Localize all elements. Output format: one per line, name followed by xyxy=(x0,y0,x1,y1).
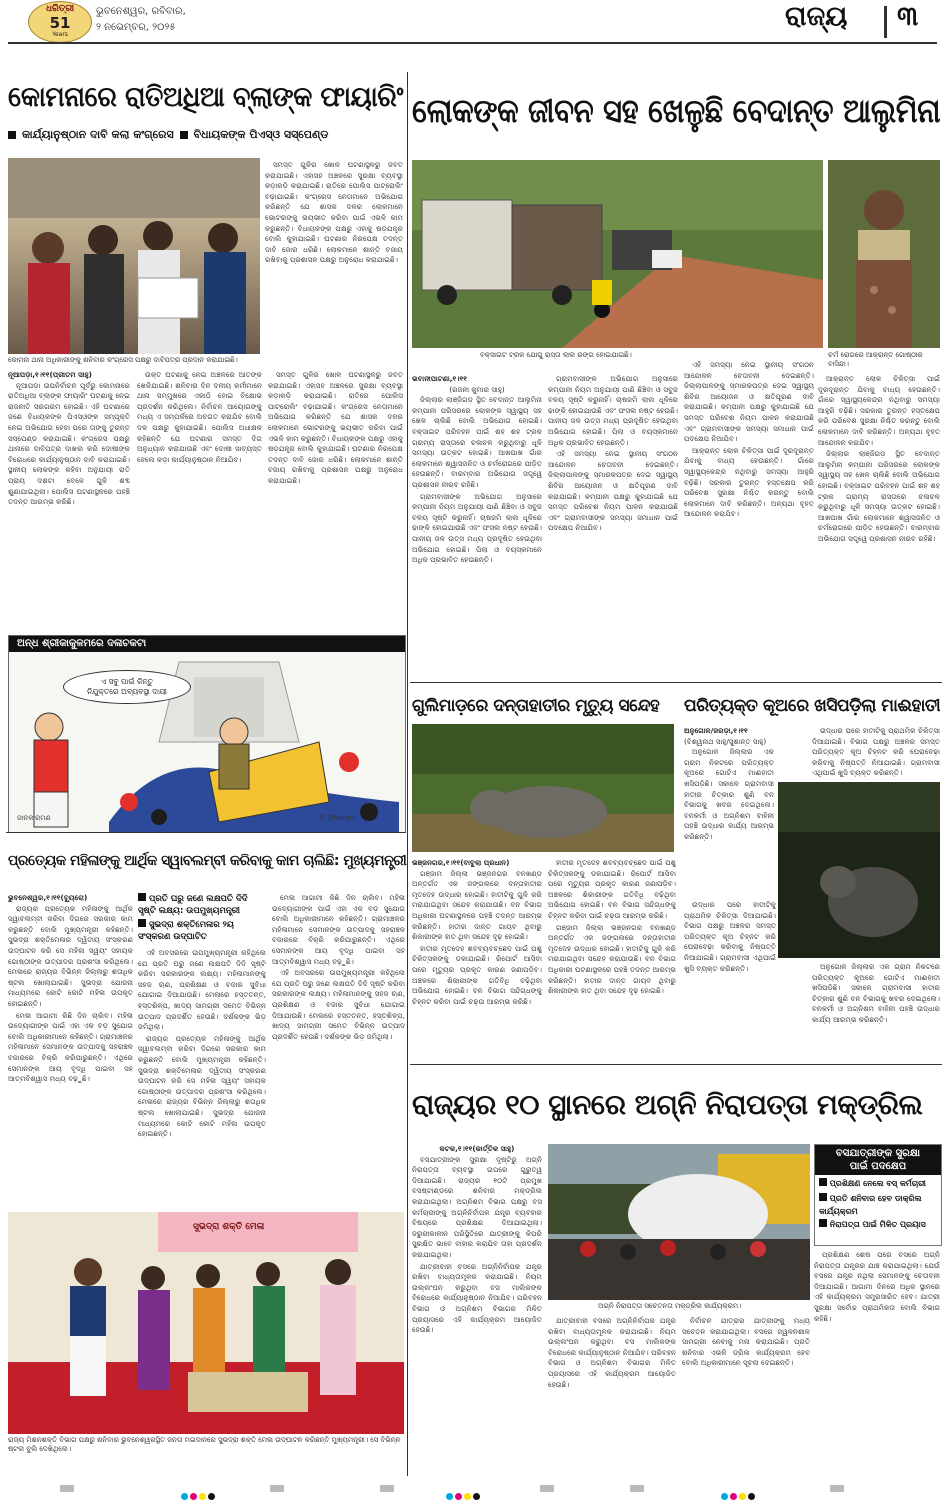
story5-headline: ପ୍ରତ୍ୟେକ ମହିଳାଙ୍କୁ ଆର୍ଥିକ ସ୍ୱାବଲମ୍ବୀ କରିବାକୁ କାମ ଚାଲିଛି: ମୁଖ୍ୟମନ୍ତ୍ରୀ xyxy=(8,853,407,869)
story1-column3 xyxy=(265,160,403,360)
story2-column2 xyxy=(548,374,678,674)
masthead-city-day: ଭୁବନେଶ୍ୱର, ରବିବାର, xyxy=(96,6,186,17)
square-bullet-icon xyxy=(138,893,146,901)
story6-box-title1: ବସଯାତ୍ରୀଙ୍କ ସୁରକ୍ଷା xyxy=(835,1148,921,1159)
story5-column3 xyxy=(272,893,405,1211)
story6-col4-text: ପ୍ରଶିକ୍ଷଣ ଶେଷ ପରେ ବସରେ ଅଗ୍ନି ନିରାପତ୍ତା ଯନ୍ତ୍ରର ଯାଞ୍ଚ କରାଯାଇଥିଲା। ଯେଉଁ ବସରେ ଯନ୍ତ୍ର ନଥିଲା ସେମାନଙ୍କୁ ଚେତାବନୀ ଦିଆଯାଇଛି। ଆଗାମୀ ଦିନରେ ଅଧିକ ସ୍ଥାନରେ ଏହି କାର୍ଯ୍ୟକ୍ରମ ସମ୍ପ୍ରସାରିତ ହେବ। ଯାତ୍ରୀ ସୁରକ୍ଷା ସର୍ବୋଚ୍ଚ ପ୍ରାଥମିକତା ବୋଲି ବିଭାଗ କହିଛି। xyxy=(814,1250,940,1323)
people-protest-photo xyxy=(8,158,260,354)
story4-headline: ପରିତ୍ୟକ୍ତ କୂଅରେ ଖସିପଡ଼ିଲା ମାଈହାତୀ xyxy=(684,696,940,716)
story6-column2 xyxy=(548,1316,676,1474)
elephant-in-well-photo xyxy=(778,782,940,958)
story5-col1b-text: ମେଳା ଆଗାମୀ କିଛି ଦିନ ଚାଲିବ। ମହିଳା ଉଦ୍ୟୋଗୀଙ୍କ ପାଇଁ ଏହା ଏକ ବଡ଼ ସୁଯୋଗ ବୋଲି ଅଧିକାରୀମାନେ କହିଛନ୍ତି। ଗ୍ରାମାଞ୍ଚଳର ମହିଳାମାନେ ସେମାନଙ୍କ ଉତ୍ପାଦକୁ ସହରାଞ୍ଚଳ ବଜାରରେ ବିକ୍ରି କରିପାରୁଛନ୍ତି। ଏଥିରେ ସେମାନଙ୍କ ଆୟ ବୃଦ୍ଧି ପାଇବା ସହ ଆତ୍ମବିଶ୍ୱାସ ମଧ୍ୟ ବଢ଼ୁଛି। xyxy=(8,1010,133,1084)
story1-col3-text: ସମସ୍ତ ଗୁଳିର ଖୋଳ ଘଟଣାସ୍ଥଳରୁ ଜବତ କରାଯାଇଛି। ଏହାସହ ଅଞ୍ଚଳରେ ସୁରକ୍ଷା ବ୍ୟବସ୍ଥା କଡ଼ାକଡ଼ି କରାଯାଇଛି। ରାତିରେ ପୋଲିସ ପାଟ୍ରୋଲିଂ ବଢ଼ାଯାଇଛି। କଂଗ୍ରେସ ନେତାମାନେ ଅଭିଯୋଗ କରିଛନ୍ତି ଯେ ଶାସକ ଦଳର ଲୋକମାନେ ଭୋଟରଙ୍କୁ ଭୟଭୀତ କରିବା ପାଇଁ ଏଭଳି କାମ କରୁଛନ୍ତି। ବିଧାୟକଙ୍କ ପକ୍ଷରୁ ଏହାକୁ ଷଡ଼ଯନ୍ତ୍ର ବୋଲି କୁହାଯାଇଛି। ଘଟଣାର ନିରପେକ୍ଷ ତଦନ୍ତ ଦାବି ଜୋର ଧରିଛି। ଲୋକମାନେ ଶାନ୍ତି ବଜାୟ ରଖିବାକୁ ପ୍ରଶାସନ ପକ୍ଷରୁ ଅନୁରୋଧ କରାଯାଇଛି। xyxy=(265,160,403,265)
registration-swatch xyxy=(830,1485,844,1492)
cartoon-title: ଅନ୍ଧ ଶ୍ରୀକାକୁଳମରେ ଦଳାଚକଟା xyxy=(9,636,406,652)
story1-caption: କୋମନା ଥାନା ଅଧିକାରୀଙ୍କୁ ଶନିବାର କଂଗ୍ରେସ ପକ୍ଷରୁ ଦାବିପତ୍ର ପ୍ରଦାନ କରାଯାଇଛି। xyxy=(8,356,238,364)
square-bullet-icon xyxy=(819,1178,827,1186)
registration-swatch xyxy=(60,1485,74,1492)
story6-column1 xyxy=(412,1144,542,1474)
story2-column4 xyxy=(818,374,940,674)
story6-box-item xyxy=(815,1175,941,1192)
page-number: ୩ xyxy=(897,1,919,32)
story4-column2 xyxy=(812,726,940,778)
shakti-mela-photo xyxy=(8,1212,404,1434)
story1-headline: କୋମନାରେ ରାତିଅଧିଆ ବ୍ଲାଙ୍କ ଫାୟାରିଂ xyxy=(8,80,403,113)
story3-col1b-text: ହାତୀର ମୃତଦେହ ଶବବ୍ୟବଚ୍ଛେଦ ପାଇଁ ପଶୁ ଚିକିତ୍ସକଙ୍କୁ ଡକାଯାଇଛି। ରିପୋର୍ଟ ଆସିବା ପରେ ମୃତ୍ୟୁର ପ୍ରକୃତ କାରଣ ଜଣାପଡ଼ିବ। ଅଞ୍ଚଳରେ ଶିକାରୀଙ୍କ ଗତିବିଧି ବଢ଼ିଥିବା ଅଭିଯୋଗ ହୋଇଛି। ବନ ବିଭାଗ ସନ୍ଦିଗ୍ଧଙ୍କୁ ଚିହ୍ନଟ କରିବା ପାଇଁ ଚଢ଼ଉ ଆରମ୍ଭ କରିଛି। xyxy=(412,943,542,1006)
story5-banner: ସୁଭଦ୍ରା ଶକ୍ତି ମେଳା xyxy=(193,1222,265,1232)
square-bullet-icon xyxy=(180,131,188,139)
cmyk-dots xyxy=(720,1485,756,1504)
square-bullet-icon xyxy=(138,919,146,927)
cartoon-credit: © Dharitri xyxy=(319,814,355,822)
story5-column2 xyxy=(138,948,266,1211)
cartoon-artist: ଜାନକୀରମଣ xyxy=(17,814,51,822)
square-bullet-icon xyxy=(819,1193,827,1201)
masthead-date: ୨ ନଭେମ୍ବର, ୨୦୨୫ xyxy=(96,22,176,33)
story1-col1-text: ନୂଆପଡ଼ା ଉପନିର୍ବାଚନ ପୂର୍ବରୁ କୋମନାରେ ରାତିଅଧିଆ ବ୍ଲାଙ୍କ ଫାୟାରିଂ ଘଟଣାକୁ ନେଇ ରାଜନୀତି ସରଗରମ ହୋଇଛି। ଏହି ଘଟଣାରେ ଜଣେ ବିଧାୟକଙ୍କ ପିଏସ୍‌ଓଙ୍କ ସମ୍ପୃକ୍ତି ନେଇ ଅଭିଯୋଗ ହେବା ପରେ ତାଙ୍କୁ ତୁରନ୍ତ ସସ୍‌ପେଣ୍ଡ କରାଯାଇଛି। କଂଗ୍ରେସ ପକ୍ଷରୁ ଥାନାରେ ଦାବିପତ୍ର ଦାଖଲ କରି ଦୋଷୀଙ୍କ ବିରୋଧରେ କାର୍ଯ୍ୟାନୁଷ୍ଠାନ ଦାବି କରାଯାଇଛି। ସ୍ଥାନୀୟ ଲୋକଙ୍କ କହିବା ଅନୁଯାୟୀ ରାତି ପ୍ରାୟ ଦଶଟା ବେଳେ ଗୁଳି ଶବ୍ଦ ଶୁଣାଯାଇଥିଲା। ପୋଲିସ ଘଟଣାସ୍ଥଳରେ ପହଞ୍ଚି ତଦନ୍ତ ଆରମ୍ଭ କରିଛି। xyxy=(8,380,130,507)
story4-col2-text: ଉଦ୍ଧାର ପରେ ହାତୀଟିକୁ ପ୍ରାଥମିକ ଚିକିତ୍ସା ଦିଆଯାଇଛି। ବିଭାଗ ପକ୍ଷରୁ ଅଞ୍ଚଳର ସମସ୍ତ ପରିତ୍ୟକ୍ତ କୂଅ ଚିହ୍ନଟ କରି ଘେରାବେଢ଼ା କରିବାକୁ ନିଷ୍ପତ୍ତି ନିଆଯାଇଛି। ଗ୍ରାମବାସୀ ଏଥିପାଇଁ ଖୁସି ବ୍ୟକ୍ତ କରିଛନ୍ତି। xyxy=(812,726,940,778)
story6-col3-text: ନିର୍ବାଚନ ଯାତ୍ରାର ଯାତ୍ରୀଙ୍କୁ ମଧ୍ୟ ସଚେତନ କରାଯାଇଥିଲା। ବସରେ ଜ୍ୱଳନଶୀଳ ସାମଗ୍ରୀ ନେବାକୁ ମନା କରାଯାଇଛି। ପ୍ରତି ଶନିବାର ଏଭଳି ଡ୍ରିଲ କାର୍ଯ୍ୟକ୍ରମ ହେବ ବୋଲି ଅଧିକାରୀମାନେ ସୂଚନା ଦେଇଛନ୍ତି। xyxy=(682,1316,810,1368)
story6-box-item xyxy=(815,1218,941,1231)
story4-byline: (ବିଶ୍ୱନାଥ ସାହୁ/ସୁଶାନ୍ତ ସାହୁ) xyxy=(684,736,767,746)
story6-box-item-text: ପ୍ରଶିକ୍ଷଣ ନେଲେ ବସ୍ କର୍ମଚାରୀ xyxy=(829,1179,926,1188)
story5-bullet1 xyxy=(138,893,268,917)
story1-column3b xyxy=(268,370,403,628)
story2-byline: (ରଜନୀ କୁମାର ସାହୁ) xyxy=(449,384,505,394)
story2-col2-text: ଗ୍ରାମବାସୀଙ୍କ ଅଭିଯୋଗ ଅନୁସାରେ କମ୍ପାନୀ ନିୟମ ଅନୁଯାୟୀ ପାଣି ଛିଞ୍ଚିବା ଓ ସବୁଜ ବଳୟ ସୃଷ୍ଟି କରୁନାହିଁ। ଚାଷଜମି ଲାଲ ଧୂଳିରେ ଢାଙ୍କି ହୋଇଯାଉଛି ଏବଂ ଫସଲ ନଷ୍ଟ ହେଉଛି। ପାନୀୟ ଜଳ ଉତ୍ସ ମଧ୍ୟ ପ୍ରଦୂଷିତ ହେଉଥିବା ଅଭିଯୋଗ ହୋଇଛି। ପିଲା ଓ ବୟସ୍କମାନେ ଅଧିକ ପ୍ରଭାବିତ ହେଉଛନ୍ତି। xyxy=(548,374,678,447)
cartoon-box xyxy=(8,635,406,833)
story2-photo-trucks xyxy=(412,160,823,348)
story5-col2-text: ଏହି ଅବସରରେ ଉପମୁଖ୍ୟମନ୍ତ୍ରୀ କହିଥିଲେ ଯେ ପ୍ରତି ଘରୁ ଜଣେ ଲକ୍ଷପତି ଦିଦି ସୃଷ୍ଟି କରିବା ସରକାରଙ୍କ ଲକ୍ଷ୍ୟ। ମହିଳାମାନଙ୍କୁ ସହଜ ଋଣ, ପ୍ରଶିକ୍ଷଣ ଓ ବଜାର ସୁବିଧା ଯୋଗାଇ ଦିଆଯାଉଛି। ମେଳାରେ ହସ୍ତତନ୍ତ, ହସ୍ତଶିଳ୍ପ, ଖାଦ୍ୟ ସାମଗ୍ରୀ ସମେତ ବିଭିନ୍ନ ଉତ୍ପାଦ ପ୍ରଦର୍ଶିତ ହେଉଛି। ଦର୍ଶକଙ୍କ ଭିଡ଼ ଜମିଥିଲା। xyxy=(138,948,266,1032)
registration-swatch xyxy=(270,1485,284,1492)
story6-box-item xyxy=(815,1192,941,1218)
masthead-rule xyxy=(8,42,937,44)
story5-photo xyxy=(8,1212,404,1434)
story5-column1 xyxy=(8,893,133,1211)
story1-col2-text: ଉକ୍ତ ଘଟଣାକୁ ନେଇ ଅଞ୍ଚଳରେ ଆତଙ୍କ ଖେଳିଯାଇଛି। ଶନିବାର ଦିନ ଦଳୀୟ କର୍ମୀମାନେ ଥାନା ସମ୍ମୁଖରେ ଏକାଠି ହୋଇ ବିକ୍ଷୋଭ ପ୍ରଦର୍ଶନ କରିଥିଲେ। ନିର୍ବାଚନ ଆୟୋଗଙ୍କୁ ମଧ୍ୟ ଏ ସମ୍ପର୍କରେ ଅବଗତ କରାଯିବ ବୋଲି ଦଳ ପକ୍ଷରୁ କୁହାଯାଇଛି। ପୋଲିସ ଅଧୀକ୍ଷକ କହିଛନ୍ତି ଯେ ଘଟଣାର ସମସ୍ତ ଦିଗ ଅନୁଧ୍ୟାନ କରାଯାଉଛି ଏବଂ ଦୋଷୀ ସାବ୍ୟସ୍ତ ହେଲେ କଡ଼ା କାର୍ଯ୍ୟାନୁଷ୍ଠାନ ନିଆଯିବ। xyxy=(137,370,262,464)
story1-column1 xyxy=(8,370,130,628)
footer-marks xyxy=(0,1480,945,1498)
anniversary-unit: Years xyxy=(52,31,68,38)
story5-col1-text: ରାଜ୍ୟର ପ୍ରତ୍ୟେକ ମହିଳାଙ୍କୁ ଆର୍ଥିକ ସ୍ୱାବଲମ୍ବୀ କରିବା ଦିଗରେ ସରକାର କାମ କରୁଛନ୍ତି ବୋଲି ମୁଖ୍ୟମନ୍ତ୍ରୀ କହିଛନ୍ତି। ସୁଭଦ୍ରା ଶକ୍ତିମେଳାର ଦ୍ୱିତୀୟ ସଂସ୍କରଣ ଉଦ୍‌ଘାଟନ କରି ସେ ମହିଳା ସ୍ୱୟଂ ସହାୟକ ଗୋଷ୍ଠୀଙ୍କ ଉତ୍ପାଦର ପ୍ରଶଂସା କରିଥିଲେ। ମେଳାରେ ରାଜ୍ୟର ବିଭିନ୍ନ ଜିଲ୍ଲାରୁ ଶତାଧିକ ଷ୍ଟଲ ଖୋଲାଯାଇଛି। ସୁଭଦ୍ରା ଯୋଜନା ମାଧ୍ୟମରେ କୋଟି କୋଟି ମହିଳା ଉପକୃତ ହୋଇଛନ୍ତି। xyxy=(8,903,133,1008)
square-bullet-icon xyxy=(8,131,16,139)
story6-box-title2: ପାଇଁ ପଦକ୍ଷେପ xyxy=(849,1161,907,1172)
registration-swatch xyxy=(630,1485,644,1492)
story4-column1 xyxy=(684,726,774,898)
story5-bullet1-text: ପ୍ରତି ଘରୁ ଜଣେ ଲକ୍ଷପତି ଦିଦି ସୃଷ୍ଟି ଲକ୍ଷ୍ୟ: ଉପମୁଖ୍ୟମନ୍ତ୍ରୀ xyxy=(138,894,248,916)
story2-column1 xyxy=(412,374,542,674)
story1-photo xyxy=(8,158,260,354)
cartoon-bubble-line1: ଏ ସବୁ ପାଇଁ କିନ୍ତୁ xyxy=(100,677,154,686)
story6-box-header xyxy=(815,1145,941,1175)
story3-dateline: ଭଞ୍ଜନଗର,୧।୧୧(ବାବୁଲା ପ୍ରଧାନ) xyxy=(412,858,510,867)
story4-col3-text: ଉଦ୍ଧାର ପରେ ହାତୀଟିକୁ ପ୍ରାଥମିକ ଚିକିତ୍ସା ଦିଆଯାଇଛି। ବିଭାଗ ପକ୍ଷରୁ ଅଞ୍ଚଳର ସମସ୍ତ ପରିତ୍ୟକ୍ତ କୂଅ ଚିହ୍ନଟ କରି ଘେରାବେଢ଼ା କରିବାକୁ ନିଷ୍ପତ୍ତି ନିଆଯାଇଛି। ଗ୍ରାମବାସୀ ଏଥିପାଇଁ ଖୁସି ବ୍ୟକ୍ତ କରିଛନ୍ତି। xyxy=(684,900,776,973)
story5-caption: ରାଜ୍ୟ ମିଶନଶକ୍ତି ବିଭାଗ ପକ୍ଷରୁ ଶନିବାର ଭୁବନେଶ୍ୱରସ୍ଥିତ ଜନତା ମଇଦାନରେ ସୁଭଦ୍ରା ଶକ୍ତି ମେଳା ଉଦ୍‌ଘାଟନ କରିଛନ୍ତି ମୁଖ୍ୟମନ୍ତ୍ରୀ। ସେ ବିଭିନ୍ନ ଷ୍ଟଲ ବୁଲି ଦେଖିଥିଲେ। xyxy=(8,1436,401,1453)
story2-dateline: ଭବାନୀପାଟଣା,୧।୧୧ xyxy=(412,374,467,383)
story5-bullet2-text: ସୁଭଦ୍ରା ଶକ୍ତିମେଳାର ୨ୟ ସଂସ୍କରଣ ଉଦ୍‌ଘାଟିତ xyxy=(138,920,234,942)
logo-text: ଧରିତ୍ରୀ xyxy=(45,4,75,14)
story6-col1b-text: ଯାତ୍ରୀବାହୀ ବସରେ ଅଗ୍ନିନିର୍ବାପକ ଯନ୍ତ୍ର ରଖିବା ବାଧ୍ୟତାମୂଳକ କରାଯାଇଛି। ନିୟମ ଉଲ୍ଲଂଘନ କରୁଥିବା ବସ ମାଲିକଙ୍କ ବିରୋଧରେ କାର୍ଯ୍ୟାନୁଷ୍ଠାନ ନିଆଯିବ। ପରିବହନ ବିଭାଗ ଓ ଅଗ୍ନିଶମ ବିଭାଗର ମିଳିତ ପ୍ରୟାସରେ ଏହି କାର୍ଯ୍ୟକ୍ରମ ଆୟୋଜିତ ହେଉଛି। xyxy=(412,1261,542,1335)
masthead xyxy=(0,0,945,44)
column-rule xyxy=(410,682,942,683)
story1-column2 xyxy=(137,370,262,628)
story2-col2b-text: ଏହି ସମସ୍ୟା ନେଇ ସ୍ଥାନୀୟ ସଂଗଠନ ଆନ୍ଦୋଳନ ଚେତାବନୀ ଦେଇଛନ୍ତି। ଜିଲ୍ଲାପାଳଙ୍କୁ ସ୍ମାରକପତ୍ର ଦେଇ ସ୍ୱାସ୍ଥ୍ୟ ଶିବିର ଆୟୋଜନ ଓ କ୍ଷତିପୂରଣ ଦାବି କରାଯାଇଛି। କମ୍ପାନୀ ପକ୍ଷରୁ କୁହାଯାଇଛି ଯେ ସମସ୍ତ ପରିବେଶ ନିୟମ ପାଳନ କରାଯାଉଛି ଏବଂ ଗ୍ରାମବାସୀଙ୍କ ସମସ୍ୟା ସମାଧାନ ପାଇଁ ପଦକ୍ଷେପ ନିଆଯିବ। xyxy=(548,449,678,533)
dead-elephant-photo xyxy=(412,724,674,852)
story2-photo-man xyxy=(828,160,940,348)
story6-col2-text: ଯାତ୍ରୀବାହୀ ବସରେ ଅଗ୍ନିନିର୍ବାପକ ଯନ୍ତ୍ର ରଖିବା ବାଧ୍ୟତାମୂଳକ କରାଯାଇଛି। ନିୟମ ଉଲ୍ଲଂଘନ କରୁଥିବା ବସ ମାଲିକଙ୍କ ବିରୋଧରେ କାର୍ଯ୍ୟାନୁଷ୍ଠାନ ନିଆଯିବ। ପରିବହନ ବିଭାଗ ଓ ଅଗ୍ନିଶମ ବିଭାଗର ମିଳିତ ପ୍ରୟାସରେ ଏହି କାର୍ଯ୍ୟକ୍ରମ ଆୟୋଜିତ ହେଉଛି। xyxy=(548,1316,676,1389)
masthead-divider xyxy=(884,6,887,38)
cmyk-dots xyxy=(445,1485,481,1504)
story1-sub1: କାର୍ଯ୍ୟାନୁଷ୍ଠାନ ଦାବି କଲା କଂଗ୍ରେସ xyxy=(22,128,174,141)
story2-col1-text: ଜିଲ୍ଲାର ଲାଞ୍ଜିଗଡ଼ ସ୍ଥିତ ବେଦାନ୍ତ ଆଲୁମିନା କମ୍ପାନୀ ପରିସରରେ ଲୋକଙ୍କ ସ୍ୱାସ୍ଥ୍ୟ ସହ ଖେଳ ଚାଲିଛି ବୋଲି ଅଭିଯୋଗ ହୋଇଛି। ବକ୍ସାଇଟ ପରିବହନ ପାଇଁ ଶହ ଶହ ଟ୍ରକ ଗ୍ରାମ୍ୟ ରାସ୍ତାରେ ଚଳାଚଳ କରୁଥିବାରୁ ଧୂଳି ସମସ୍ୟା ଉତ୍କଟ ହୋଇଛି। ଆଖପାଖ ଗାଁର ଲୋକମାନେ ଶ୍ୱାସଜନିତ ଓ ଚର୍ମରୋଗରେ ପୀଡ଼ିତ ହେଉଛନ୍ତି। ବାରମ୍ବାର ଅଭିଯୋଗ ସତ୍ତ୍ୱେ ପ୍ରଶାସନ ନୀରବ ରହିଛି। xyxy=(412,395,542,489)
story1-dateline: ନୂଆପଡ଼ା,୧।୧୧(ପ୍ରୀତମ ସାହୁ) xyxy=(8,370,92,379)
section-title: ରାଜ୍ୟ xyxy=(785,1,848,32)
story3-col1-text: ଗଞ୍ଜାମ ଜିଲ୍ଲା ଭଞ୍ଜନଗର ବନଖଣ୍ଡ ଅନ୍ତର୍ଗତ ଏକ ଜଙ୍ଗଲରେ ଦନ୍ତାହାତୀର ମୃତଦେହ ଉଦ୍ଧାର ହୋଇଛି। ହାତୀଟିକୁ ଗୁଳି କରି ମରାଯାଇଥିବା ସନ୍ଦେହ କରାଯାଉଛି। ବନ ବିଭାଗ ଅଧିକାରୀ ଘଟଣାସ୍ଥଳରେ ପହଞ୍ଚି ତଦନ୍ତ ଆରମ୍ଭ କରିଛନ୍ତି। ହାତୀର ଦାନ୍ତ ଗାୟବ ଥିବାରୁ ଶିକାରୀଙ୍କ ହାତ ଥିବା ସନ୍ଦେହ ଦୃଢ଼ ହୋଇଛି। xyxy=(412,868,542,942)
cartoon-speech-bubble xyxy=(63,670,191,704)
story2-col4b-text: ଜିଲ୍ଲାର ଲାଞ୍ଜିଗଡ଼ ସ୍ଥିତ ବେଦାନ୍ତ ଆଲୁମିନା କମ୍ପାନୀ ପରିସରରେ ଲୋକଙ୍କ ସ୍ୱାସ୍ଥ୍ୟ ସହ ଖେଳ ଚାଲିଛି ବୋଲି ଅଭିଯୋଗ ହୋଇଛି। ବକ୍ସାଇଟ ପରିବହନ ପାଇଁ ଶହ ଶହ ଟ୍ରକ ଗ୍ରାମ୍ୟ ରାସ୍ତାରେ ଚଳାଚଳ କରୁଥିବାରୁ ଧୂଳି ସମସ୍ୟା ଉତ୍କଟ ହୋଇଛି। ଆଖପାଖ ଗାଁର ଲୋକମାନେ ଶ୍ୱାସଜନିତ ଓ ଚର୍ମରୋଗରେ ପୀଡ଼ିତ ହେଉଛନ୍ତି। ବାରମ୍ବାର ଅଭିଯୋଗ ସତ୍ତ୍ୱେ ପ୍ରଶାସନ ନୀରବ ରହିଛି। xyxy=(818,449,940,543)
story6-box xyxy=(814,1144,942,1246)
column-rule xyxy=(410,1064,942,1065)
story5-col3-text: ମେଳା ଆଗାମୀ କିଛି ଦିନ ଚାଲିବ। ମହିଳା ଉଦ୍ୟୋଗୀଙ୍କ ପାଇଁ ଏହା ଏକ ବଡ଼ ସୁଯୋଗ ବୋଲି ଅଧିକାରୀମାନେ କହିଛନ୍ତି। ଗ୍ରାମାଞ୍ଚଳର ମହିଳାମାନେ ସେମାନଙ୍କ ଉତ୍ପାଦକୁ ସହରାଞ୍ଚଳ ବଜାରରେ ବିକ୍ରି କରିପାରୁଛନ୍ତି। ଏଥିରେ ସେମାନଙ୍କ ଆୟ ବୃଦ୍ଧି ପାଇବା ସହ ଆତ୍ମବିଶ୍ୱାସ ମଧ୍ୟ ବଢ଼ୁଛି। xyxy=(272,893,405,966)
story5-dateline: ଭୁବନେଶ୍ୱର,୧।୧୧(ବ୍ୟୁରୋ) xyxy=(8,893,88,902)
story2-col3b-text: ଆକ୍ରାନ୍ତ ଲୋକ ଚିକିତ୍ସା ପାଇଁ ଦୂରଦୂରାନ୍ତ ଯିବାକୁ ବାଧ୍ୟ ହେଉଛନ୍ତି। ଗାଁରେ ସ୍ୱାସ୍ଥ୍ୟକେନ୍ଦ୍ର ନଥିବାରୁ ସମସ୍ୟା ଆହୁରି ବଢ଼ିଛି। ସରକାର ତୁରନ୍ତ ହସ୍ତକ୍ଷେପ କରି ପରିବେଶ ସୁରକ୍ଷା ନିଶ୍ଚିତ କରନ୍ତୁ ବୋଲି ଲୋକମାନେ ଦାବି କରିଛନ୍ତି। ଅନ୍ୟଥା ବୃହତ୍ ଆନ୍ଦୋଳନ କରାଯିବ। xyxy=(684,445,814,519)
registration-swatch xyxy=(540,1485,554,1492)
story6-headline: ରାଜ୍ୟର ୧୦ ସ୍ଥାନରେ ଅଗ୍ନି ନିରାପତ୍ତା ମକ୍‌ଡ୍ରିଲ xyxy=(412,1088,923,1121)
story3-headline: ଗୁଲିମାଡ଼ରେ ଦନ୍ତାହାତୀର ମୃତ୍ୟୁ ସନ୍ଦେହ xyxy=(412,696,660,716)
story2-headline: ଲୋକଙ୍କ ଜୀବନ ସହ ଖେଳୁଛି ବେଦାନ୍ତ ଆଲୁମିନା xyxy=(412,91,941,130)
story2-col4-text: ଆକ୍ରାନ୍ତ ଲୋକ ଚିକିତ୍ସା ପାଇଁ ଦୂରଦୂରାନ୍ତ ଯିବାକୁ ବାଧ୍ୟ ହେଉଛନ୍ତି। ଗାଁରେ ସ୍ୱାସ୍ଥ୍ୟକେନ୍ଦ୍ର ନଥିବାରୁ ସମସ୍ୟା ଆହୁରି ବଢ଼ିଛି। ସରକାର ତୁରନ୍ତ ହସ୍ତକ୍ଷେପ କରି ପରିବେଶ ସୁରକ୍ଷା ନିଶ୍ଚିତ କରନ୍ତୁ ବୋଲି ଲୋକମାନେ ଦାବି କରିଛନ୍ତି। ଅନ୍ୟଥା ବୃହତ୍ ଆନ୍ଦୋଳନ କରାଯିବ। xyxy=(818,374,940,447)
story6-photo xyxy=(548,1144,810,1300)
story4-col1-text: ଅନୁଗୋଳ ଜିଲ୍ଲାର ଏକ ଗ୍ରାମ ନିକଟରେ ପରିତ୍ୟକ୍ତ କୂଅରେ ଗୋଟିଏ ମାଈହାତୀ ଖସିପଡ଼ିଛି। ସକାଳେ ଗ୍ରାମବାସୀ ହାତୀର ଚିତ୍କାର ଶୁଣି ବନ ବିଭାଗକୁ ଖବର ଦେଇଥିଲେ। ବନକର୍ମୀ ଓ ଅଗ୍ନିଶମ ବାହିନୀ ପହଞ୍ଚି ଉଦ୍ଧାର କାର୍ଯ୍ୟ ଆରମ୍ଭ କରିଛନ୍ତି। xyxy=(684,747,774,841)
story1-col3b-text: ସମସ୍ତ ଗୁଳିର ଖୋଳ ଘଟଣାସ୍ଥଳରୁ ଜବତ କରାଯାଇଛି। ଏହାସହ ଅଞ୍ଚଳରେ ସୁରକ୍ଷା ବ୍ୟବସ୍ଥା କଡ଼ାକଡ଼ି କରାଯାଇଛି। ରାତିରେ ପୋଲିସ ପାଟ୍ରୋଲିଂ ବଢ଼ାଯାଇଛି। କଂଗ୍ରେସ ନେତାମାନେ ଅଭିଯୋଗ କରିଛନ୍ତି ଯେ ଶାସକ ଦଳର ଲୋକମାନେ ଭୋଟରଙ୍କୁ ଭୟଭୀତ କରିବା ପାଇଁ ଏଭଳି କାମ କରୁଛନ୍ତି। ବିଧାୟକଙ୍କ ପକ୍ଷରୁ ଏହାକୁ ଷଡ଼ଯନ୍ତ୍ର ବୋଲି କୁହାଯାଇଛି। ଘଟଣାର ନିରପେକ୍ଷ ତଦନ୍ତ ଦାବି ଜୋର ଧରିଛି। ଲୋକମାନେ ଶାନ୍ତି ବଜାୟ ରଖିବାକୁ ପ୍ରଶାସନ ପକ୍ଷରୁ ଅନୁରୋଧ କରାଯାଇଛି। xyxy=(268,370,403,485)
story2-col3-text: ଏହି ସମସ୍ୟା ନେଇ ସ୍ଥାନୀୟ ସଂଗଠନ ଆନ୍ଦୋଳନ ଚେତାବନୀ ଦେଇଛନ୍ତି। ଜିଲ୍ଲାପାଳଙ୍କୁ ସ୍ମାରକପତ୍ର ଦେଇ ସ୍ୱାସ୍ଥ୍ୟ ଶିବିର ଆୟୋଜନ ଓ କ୍ଷତିପୂରଣ ଦାବି କରାଯାଇଛି। କମ୍ପାନୀ ପକ୍ଷରୁ କୁହାଯାଇଛି ଯେ ସମସ୍ତ ପରିବେଶ ନିୟମ ପାଳନ କରାଯାଉଛି ଏବଂ ଗ୍ରାମବାସୀଙ୍କ ସମସ୍ୟା ସମାଧାନ ପାଇଁ ପଦକ୍ଷେପ ନିଆଯିବ। xyxy=(684,360,814,444)
column-rule xyxy=(407,72,408,1476)
story4-col4-text: ଅନୁଗୋଳ ଜିଲ୍ଲାର ଏକ ଗ୍ରାମ ନିକଟରେ ପରିତ୍ୟକ୍ତ କୂଅରେ ଗୋଟିଏ ମାଈହାତୀ ଖସିପଡ଼ିଛି। ସକାଳେ ଗ୍ରାମବାସୀ ହାତୀର ଚିତ୍କାର ଶୁଣି ବନ ବିଭାଗକୁ ଖବର ଦେଇଥିଲେ। ବନକର୍ମୀ ଓ ଅଗ୍ନିଶମ ବାହିନୀ ପହଞ୍ଚି ଉଦ୍ଧାର କାର୍ଯ୍ୟ ଆରମ୍ଭ କରିଛନ୍ତି। xyxy=(812,962,940,1024)
story6-column3 xyxy=(682,1316,810,1474)
story3-column1 xyxy=(412,858,542,1058)
story6-col1-text: ବସଯାତ୍ରୀଙ୍କ ସୁରକ୍ଷା ଦୃଷ୍ଟିରୁ ଅଗ୍ନି ନିରାପତ୍ତା ବ୍ୟବସ୍ଥା ଉପରେ ଗୁରୁତ୍ୱ ଦିଆଯାଇଛି। ରାଜ୍ୟର ୧୦ଟି ପ୍ରମୁଖ ବସଷ୍ଟାଣ୍ଡରେ ଶନିବାର ମକ୍‌ଡ୍ରିଲ କରାଯାଇଥିଲା। ଅଗ୍ନିଶମ ବିଭାଗ ପକ୍ଷରୁ ବସ କର୍ମଚାରୀଙ୍କୁ ଅଗ୍ନିନିର୍ବାପକ ଯନ୍ତ୍ର ବ୍ୟବହାର ବିଷୟରେ ପ୍ରଶିକ୍ଷଣ ଦିଆଯାଇଥିଲା। ଜରୁରୀକାଳୀନ ପରିସ୍ଥିତିରେ ଯାତ୍ରୀଙ୍କୁ କିପରି ସୁରକ୍ଷିତ ଭାବେ ବାହାର କରାଯିବ ତାହା ପ୍ରଦର୍ଶନ କରାଯାଇଥିଲା। xyxy=(412,1154,542,1259)
story6-box-item-text: ନିରାପତ୍ତା ପାଇଁ ମିଳିତ ପ୍ରୟାସ xyxy=(829,1220,926,1229)
story4-column3 xyxy=(684,900,776,1058)
anniversary-number: 51 xyxy=(49,14,71,32)
story5-col2b-text: ରାଜ୍ୟର ପ୍ରତ୍ୟେକ ମହିଳାଙ୍କୁ ଆର୍ଥିକ ସ୍ୱାବଲମ୍ବୀ କରିବା ଦିଗରେ ସରକାର କାମ କରୁଛନ୍ତି ବୋଲି ମୁଖ୍ୟମନ୍ତ୍ରୀ କହିଛନ୍ତି। ସୁଭଦ୍ରା ଶକ୍ତିମେଳାର ଦ୍ୱିତୀୟ ସଂସ୍କରଣ ଉଦ୍‌ଘାଟନ କରି ସେ ମହିଳା ସ୍ୱୟଂ ସହାୟକ ଗୋଷ୍ଠୀଙ୍କ ଉତ୍ପାଦର ପ୍ରଶଂସା କରିଥିଲେ। ମେଳାରେ ରାଜ୍ୟର ବିଭିନ୍ନ ଜିଲ୍ଲାରୁ ଶତାଧିକ ଷ୍ଟଲ ଖୋଲାଯାଇଛି। ସୁଭଦ୍ରା ଯୋଜନା ମାଧ୍ୟମରେ କୋଟି କୋଟି ମହିଳା ଉପକୃତ ହୋଇଛନ୍ତି। xyxy=(138,1033,266,1139)
story4-photo xyxy=(778,782,940,958)
story3-col2-text: ହାତୀର ମୃତଦେହ ଶବବ୍ୟବଚ୍ଛେଦ ପାଇଁ ପଶୁ ଚିକିତ୍ସକଙ୍କୁ ଡକାଯାଇଛି। ରିପୋର୍ଟ ଆସିବା ପରେ ମୃତ୍ୟୁର ପ୍ରକୃତ କାରଣ ଜଣାପଡ଼ିବ। ଅଞ୍ଚଳରେ ଶିକାରୀଙ୍କ ଗତିବିଧି ବଢ଼ିଥିବା ଅଭିଯୋଗ ହୋଇଛି। ବନ ବିଭାଗ ସନ୍ଦିଗ୍ଧଙ୍କୁ ଚିହ୍ନଟ କରିବା ପାଇଁ ଚଢ଼ଉ ଆରମ୍ଭ କରିଛି। xyxy=(548,858,676,920)
column-rule xyxy=(6,832,406,833)
story2-column3 xyxy=(684,360,814,674)
cartoon-bubble-line2: ନିଯୁକ୍ତରେ ଅବ୍ୟବସ୍ଥା ଦାୟୀ xyxy=(87,687,167,696)
story1-sub2: ବିଧାୟକଙ୍କ ପିଏସ୍‌ଓ ସସ୍‌ପେଣ୍ଡ xyxy=(193,128,329,141)
story6-caption: ଅଗ୍ନି ନିରାପତ୍ତା ସଚେତନତା ମକ୍‌ଡ୍ରିଲ କାର୍ଯ୍ୟକ୍ରମ। xyxy=(598,1302,742,1310)
trucks-road-photo xyxy=(412,160,823,348)
registration-swatch xyxy=(380,1485,394,1492)
story3-col2b-text: ଗଞ୍ଜାମ ଜିଲ୍ଲା ଭଞ୍ଜନଗର ବନଖଣ୍ଡ ଅନ୍ତର୍ଗତ ଏକ ଜଙ୍ଗଲରେ ଦନ୍ତାହାତୀର ମୃତଦେହ ଉଦ୍ଧାର ହୋଇଛି। ହାତୀଟିକୁ ଗୁଳି କରି ମରାଯାଇଥିବା ସନ୍ଦେହ କରାଯାଉଛି। ବନ ବିଭାଗ ଅଧିକାରୀ ଘଟଣାସ୍ଥଳରେ ପହଞ୍ଚି ତଦନ୍ତ ଆରମ୍ଭ କରିଛନ୍ତି। ହାତୀର ଦାନ୍ତ ଗାୟବ ଥିବାରୁ ଶିକାରୀଙ୍କ ହାତ ଥିବା ସନ୍ଦେହ ଦୃଢ଼ ହୋଇଛି। xyxy=(548,922,676,996)
story3-photo xyxy=(412,724,674,852)
story6-dateline: କଟକ,୧।୧୧(କାର୍ତ୍ତିକ ସାହୁ) xyxy=(439,1144,515,1153)
cmyk-dots xyxy=(180,1485,216,1504)
story5-bullets xyxy=(138,893,268,943)
story3-column2 xyxy=(548,858,676,1058)
story4-dateline: ଅନୁଗୋଳ/ଜରଡ଼ା,୧।୧୧ xyxy=(684,726,748,735)
skin-disease-man-photo xyxy=(828,160,940,348)
story1-subheads xyxy=(8,127,403,143)
story2-col1b-text: ଗ୍ରାମବାସୀଙ୍କ ଅଭିଯୋଗ ଅନୁସାରେ କମ୍ପାନୀ ନିୟମ ଅନୁଯାୟୀ ପାଣି ଛିଞ୍ଚିବା ଓ ସବୁଜ ବଳୟ ସୃଷ୍ଟି କରୁନାହିଁ। ଚାଷଜମି ଲାଲ ଧୂଳିରେ ଢାଙ୍କି ହୋଇଯାଉଛି ଏବଂ ଫସଲ ନଷ୍ଟ ହେଉଛି। ପାନୀୟ ଜଳ ଉତ୍ସ ମଧ୍ୟ ପ୍ରଦୂଷିତ ହେଉଥିବା ଅଭିଯୋଗ ହୋଇଛି। ପିଲା ଓ ବୟସ୍କମାନେ ଅଧିକ ପ୍ରଭାବିତ ହେଉଛନ୍ତି। xyxy=(412,491,542,565)
story5-col3b-text: ଏହି ଅବସରରେ ଉପମୁଖ୍ୟମନ୍ତ୍ରୀ କହିଥିଲେ ଯେ ପ୍ରତି ଘରୁ ଜଣେ ଲକ୍ଷପତି ଦିଦି ସୃଷ୍ଟି କରିବା ସରକାରଙ୍କ ଲକ୍ଷ୍ୟ। ମହିଳାମାନଙ୍କୁ ସହଜ ଋଣ, ପ୍ରଶିକ୍ଷଣ ଓ ବଜାର ସୁବିଧା ଯୋଗାଇ ଦିଆଯାଉଛି। ମେଳାରେ ହସ୍ତତନ୍ତ, ହସ୍ତଶିଳ୍ପ, ଖାଦ୍ୟ ସାମଗ୍ରୀ ସମେତ ବିଭିନ୍ନ ଉତ୍ପାଦ ପ୍ରଦର୍ଶିତ ହେଉଛି। ଦର୍ଶକଙ୍କ ଭିଡ଼ ଜମିଥିଲା। xyxy=(272,968,405,1041)
fire-mockdrill-photo xyxy=(548,1144,810,1300)
story6-column4 xyxy=(814,1250,940,1474)
story2-caption2: ଚର୍ମ ରୋଗରେ ଆକ୍ରାନ୍ତ ଗୋଷ୍ଠୀର ବାସିନ୍ଦା। xyxy=(828,351,923,368)
square-bullet-icon xyxy=(819,1219,827,1227)
story5-bullet2 xyxy=(138,919,268,943)
story4-column4 xyxy=(812,962,940,1058)
anniversary-logo xyxy=(28,1,92,43)
story6-box-item-text: ପ୍ରତି ଶନିବାର ହେବ ଡାକ୍ରିଲ କାର୍ଯ୍ୟକ୍ରମ xyxy=(819,1194,922,1216)
story2-caption1: ବକ୍ସାଇଟ ଟ୍ରକ ଯୋଗୁ ରାସ୍ତା ଲାଲ ରଙ୍ଗ ହୋଇଯାଇଛି। xyxy=(480,351,632,359)
